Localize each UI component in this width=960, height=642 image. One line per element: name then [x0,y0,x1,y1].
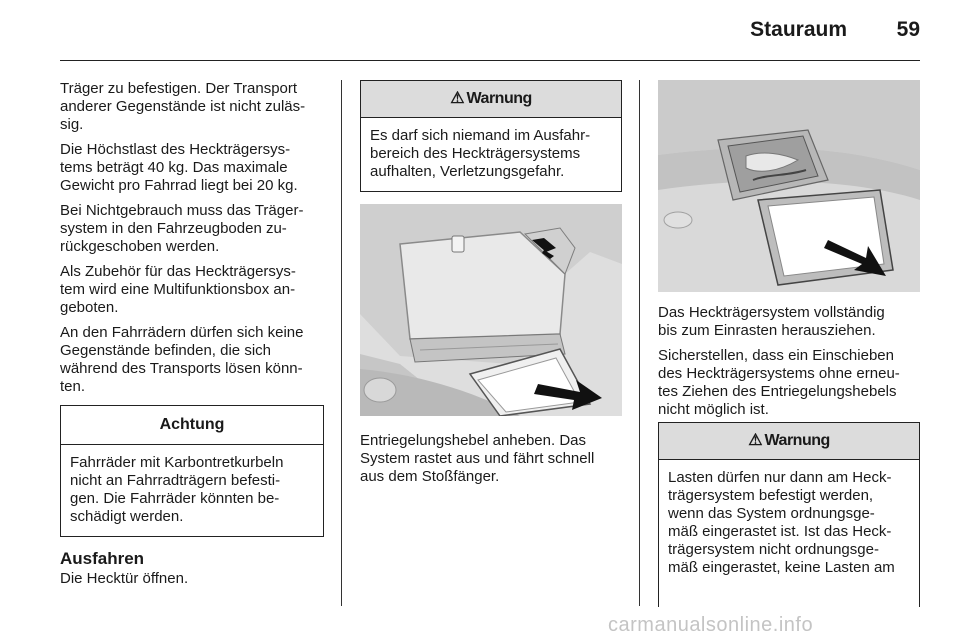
warning-box [360,80,622,192]
paragraph: Sicherstellen, dass ein Einschieben des Heckträgersystems ohne erneu- tes Ziehen des Entriegelungshebels nicht möglich ist. [658,347,900,418]
header-rule [60,60,920,61]
section-heading: Ausfahren [60,549,145,568]
middle-column [360,80,622,493]
watermark-text: carmanualsonline.info [608,614,814,636]
page-header-title: Stauraum [750,18,847,41]
paragraph: Bei Nichtgebrauch muss das Träger- system in den Fahrzeugboden zu- rückgeschoben werden. [60,202,304,255]
right-column [658,80,920,426]
caution-box [60,405,324,537]
paragraph: Als Zubehör für das Heckträgersys- tem wird eine Multifunktionsbox an- geboten. [60,263,296,316]
left-column [60,80,324,588]
warning-label: Warnung [764,432,830,449]
figure-caption: Entriegelungshebel anheben. Das System rastet aus und fährt schnell aus dem Stoßfänger. [360,432,595,485]
carrier-pull-out-illustration [658,80,920,292]
column-divider [341,80,342,606]
warning-title [361,81,621,118]
section-text: Die Hecktür öffnen. [60,570,189,587]
paragraph: An den Fahrrädern dürfen sich keine Gegenstände befinden, die sich während des Transports lösen könn- ten. [60,324,304,395]
page-number: 59 [896,18,920,41]
carrier-illustration-svg [658,80,920,292]
warning-box-right [658,422,920,607]
trunk-illustration-svg [360,204,622,416]
warning-title [659,423,919,460]
caution-text: Fahrräder mit Karbontretkurbeln nicht an Fahrradträgern befesti- gen. Die Fahrräder könnten be- schädigt werden. [70,454,284,525]
warning-triangle-icon: ⚠ [450,90,465,107]
paragraph: Das Heckträgersystem vollständig bis zum Einrasten herausziehen. [658,304,885,339]
column-divider [639,80,640,606]
warning-text: Es darf sich niemand im Ausfahr- bereich des Heckträgersystems aufhalten, Verletzungsgefahr. [370,127,591,180]
caution-title: Achtung [61,406,323,445]
trunk-release-lever-illustration [360,204,622,416]
paragraph: Träger zu befestigen. Der Transport anderer Gegenstände ist nicht zuläs- sig. [60,80,306,133]
warning-text: Lasten dürfen nur dann am Heck- trägersystem befestigt werden, wenn das System ordnungsge- mäß eingerastet ist. Ist das Heck- trägersystem nicht ordnungsge- mäß eingerastet, keine Lasten am [668,469,895,576]
warning-label: Warnung [466,90,532,107]
paragraph: Die Höchstlast des Heckträgersys- tems beträgt 40 kg. Das maximale Gewicht pro Fahrrad liegt bei 20 kg. [60,141,298,194]
warning-triangle-icon: ⚠ [748,432,763,449]
